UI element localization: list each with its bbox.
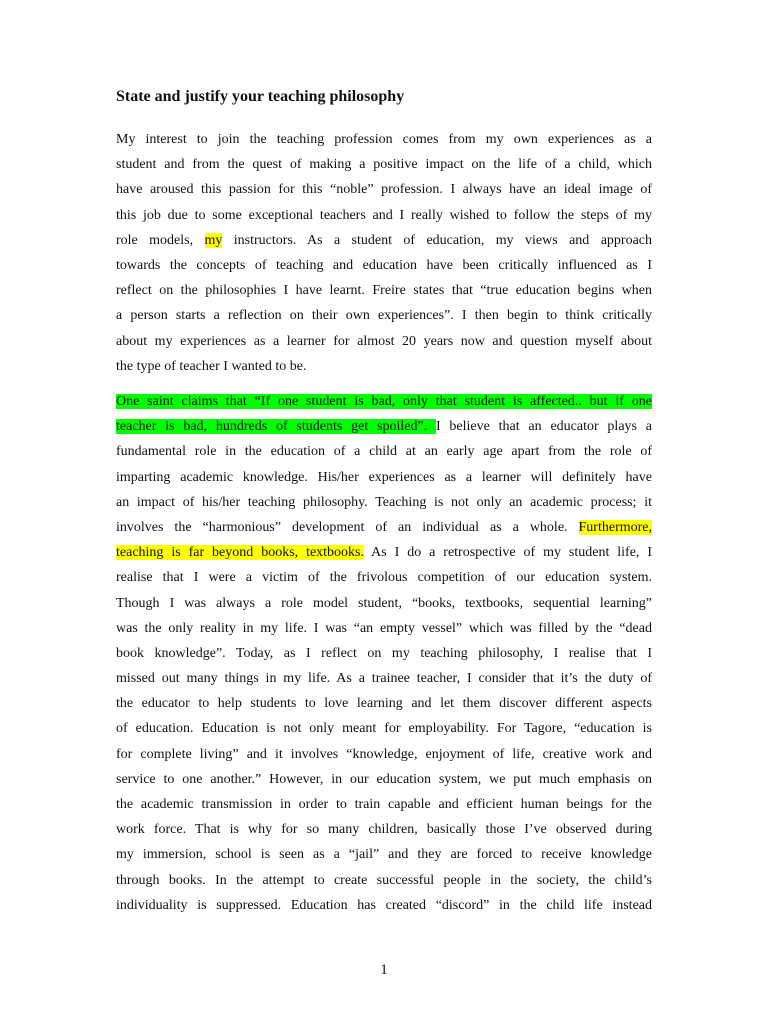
paragraph-1-line [116, 253, 652, 278]
text-run: towards the concepts of teaching and education have been critically influenced as I [116, 257, 652, 273]
paragraph-2-line [116, 666, 652, 691]
text-run: student and from the quest of making a positive impact on the life of a child, which [116, 157, 652, 173]
text-run: fundamental role in the education of a child at an early age apart from the role of [116, 444, 652, 460]
text-run: about my experiences as a learner for almost 20 years now and question myself about [116, 333, 652, 349]
text-run: a person starts a reflection on their own experiences”. I then begin to think critically [116, 308, 652, 324]
paragraph-2-line [116, 414, 652, 439]
paragraph-2-line [116, 792, 652, 817]
paragraph-1-line [116, 278, 652, 303]
text-run: of education. Education is not only meant for employability. For Tagore, “education is [116, 721, 652, 737]
paragraph-1 [116, 127, 652, 379]
paragraph-2-line [116, 565, 652, 590]
text-run: My interest to join the teaching profession comes from my own experiences as a [116, 132, 652, 147]
paragraph-2-line [116, 767, 652, 792]
text-run: the type of teacher I wanted to be. [116, 358, 307, 374]
text-run: imparting academic knowledge. His/her experiences as a learner will definitely have [116, 469, 652, 485]
text-run: individuality is suppressed. Education has created “discord” in the child life instead [116, 897, 652, 913]
text-run: involves the “harmonious” development of an individual as a whole. [116, 519, 579, 535]
paragraph-2-line [116, 817, 652, 842]
text-run: my immersion, school is seen as a “jail” and they are forced to receive knowledge [116, 847, 652, 863]
text-run: have aroused this passion for this “noble” profession. I always have an ideal image of [116, 182, 652, 198]
text-run: reflect on the philosophies I have learnt. Freire states that “true education begins when [116, 283, 652, 299]
paragraph-2-line [116, 716, 652, 741]
text-run: service to one another.” However, in our education system, we put much emphasis on [116, 771, 652, 787]
paragraph-2 [116, 389, 652, 918]
text-run: was the only reality in my life. I was “an empty vessel” which was filled by the “dead [116, 620, 652, 636]
paragraph-1-line [116, 203, 652, 228]
document-title: State and justify your teaching philosophy [116, 88, 405, 105]
paragraph-2-line [116, 742, 652, 767]
paragraph-2-line [116, 616, 652, 641]
paragraph-1-line [116, 303, 652, 328]
text-run: instructors. As a student of education, my views and approach [222, 232, 652, 248]
paragraph-2-line [116, 691, 652, 716]
text-run: for complete living” and it involves “knowledge, enjoyment of life, creative work and [116, 746, 652, 762]
paragraph-2-line [116, 868, 652, 893]
highlighted-text: teaching is far beyond books, textbooks. [116, 545, 365, 561]
paragraph-2-line [116, 893, 652, 918]
paragraph-1-line [116, 228, 652, 253]
text-run: the educator to help students to love learning and let them discover different aspects [116, 696, 652, 712]
paragraph-2-line [116, 465, 652, 490]
paragraph-2-line [116, 389, 652, 414]
paragraph-2-line [116, 842, 652, 867]
paragraph-2-line [116, 540, 652, 565]
page-number: 1 [380, 962, 388, 978]
text-run: through books. In the attempt to create successful people in the society, the child’s [116, 872, 652, 888]
paragraph-1-line [116, 177, 652, 202]
paragraph-1-line [116, 127, 652, 152]
text-run: Though I was always a role model student, “books, textbooks, sequential learning” [116, 595, 652, 611]
text-run: missed out many things in my life. As a trainee teacher, I consider that it’s the duty of [116, 671, 652, 687]
highlighted-text: One saint claims that “If one student is bad, only that student is affected.. but if one [116, 394, 652, 409]
paragraph-2-line [116, 591, 652, 616]
text-run: I believe that an educator plays a [435, 419, 652, 435]
text-run: role models, [116, 232, 205, 248]
paragraph-1-line [116, 354, 652, 379]
text-run: realise that I were a victim of the frivolous competition of our education system. [116, 570, 652, 586]
text-run: work force. That is why for so many children, basically those I’ve observed during [116, 822, 652, 838]
paragraph-2-line [116, 515, 652, 540]
text-run: the academic transmission in order to train capable and efficient human beings for the [116, 797, 652, 812]
paragraph-2-line [116, 439, 652, 464]
highlighted-text: Furthermore, [578, 519, 652, 535]
highlighted-text: teacher is bad, hundreds of students get spoiled”. [116, 419, 436, 435]
text-run: book knowledge”. Today, as I reflect on my teaching philosophy, I realise that I [116, 645, 652, 661]
paragraph-2-line [116, 490, 652, 515]
text-run: an impact of his/her teaching philosophy. Teaching is not only an academic process; it [116, 494, 652, 510]
paragraph-1-line [116, 329, 652, 354]
paragraph-1-line [116, 152, 652, 177]
paragraph-2-line [116, 641, 652, 666]
text-run: this job due to some exceptional teachers and I really wished to follow the steps of my [116, 207, 652, 223]
highlighted-text: my [204, 232, 223, 248]
text-run: As I do a retrospective of my student life, I [364, 545, 652, 561]
